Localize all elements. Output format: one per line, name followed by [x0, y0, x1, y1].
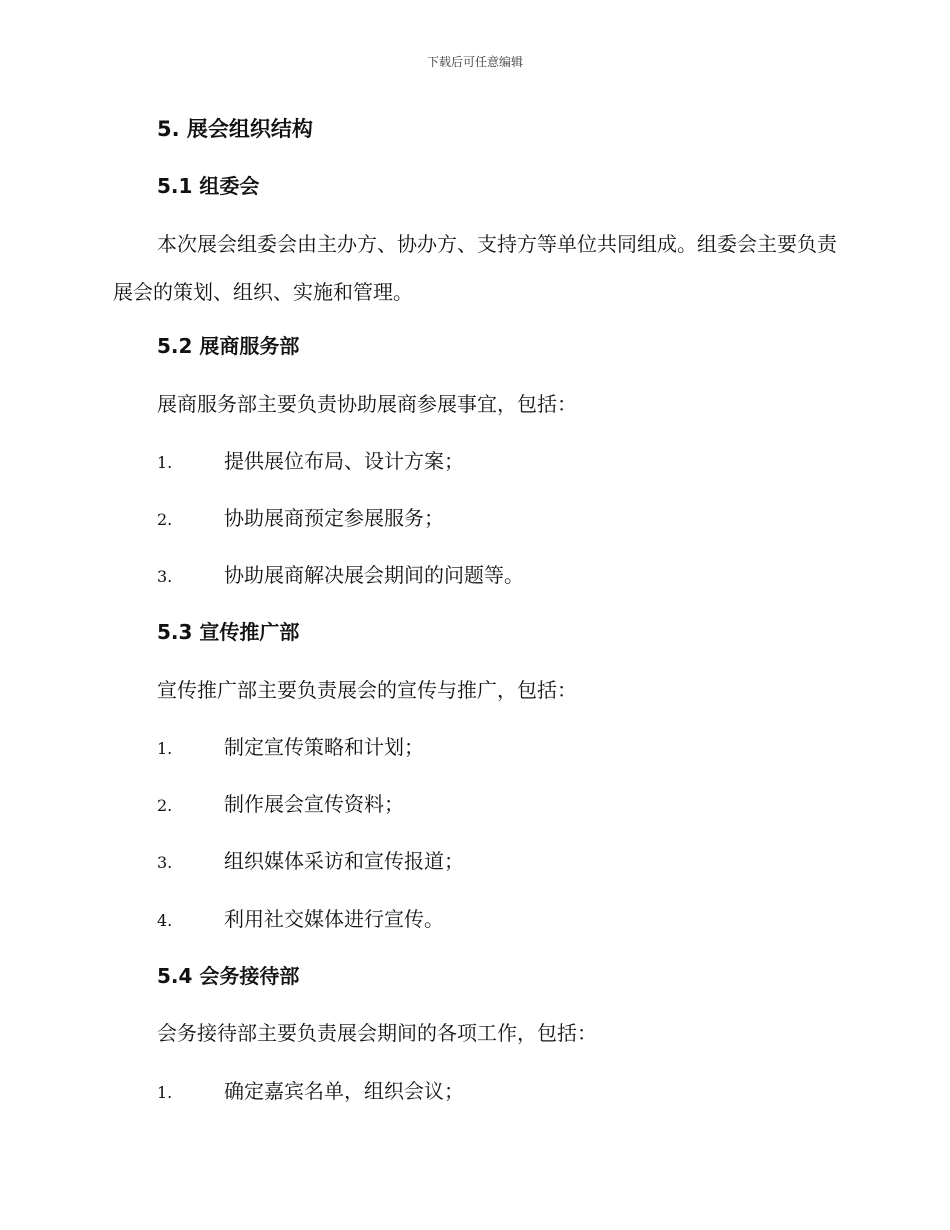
subsection-title-5-1: 5.1 组委会	[157, 174, 260, 198]
list-number: 1.	[157, 1083, 173, 1102]
list-text: 制作展会宣传资料；	[224, 792, 404, 816]
list-text: 利用社交媒体进行宣传。	[224, 907, 444, 931]
list-text: 协助展商解决展会期间的问题等。	[224, 563, 524, 587]
list-text: 确定嘉宾名单，组织会议；	[224, 1079, 464, 1103]
subsection-title-5-2: 5.2 展商服务部	[157, 334, 300, 358]
list-text: 提供展位布局、设计方案；	[224, 449, 464, 473]
list-number: 3.	[157, 567, 173, 586]
page-header: 下载后可任意编辑	[426, 55, 523, 69]
list-text: 协助展商预定参展服务；	[224, 506, 444, 530]
section-title: 5. 展会组织结构	[157, 117, 313, 141]
subsection-intro-5-3: 宣传推广部主要负责展会的宣传与推广，包括：	[157, 678, 577, 702]
list-number: 1.	[157, 453, 173, 472]
list-number: 2.	[157, 796, 173, 815]
subsection-intro-5-2: 展商服务部主要负责协助展商参展事宜，包括：	[157, 392, 577, 416]
list-number: 4.	[157, 911, 173, 930]
list-text: 制定宣传策略和计划；	[224, 735, 424, 759]
list-text: 组织媒体采访和宣传报道；	[224, 849, 464, 873]
list-number: 2.	[157, 510, 173, 529]
list-number: 1.	[157, 739, 173, 758]
subsection-body-5-1: 本次展会组委会由主办方、协办方、支持方等单位共同组成。组委会主要负责展会的策划、组织、实施和管理。	[113, 232, 837, 304]
subsection-title-5-3: 5.3 宣传推广部	[157, 620, 300, 644]
list-number: 3.	[157, 853, 173, 872]
subsection-intro-5-4: 会务接待部主要负责展会期间的各项工作，包括：	[157, 1021, 597, 1045]
subsection-title-5-4: 5.4 会务接待部	[157, 964, 300, 988]
